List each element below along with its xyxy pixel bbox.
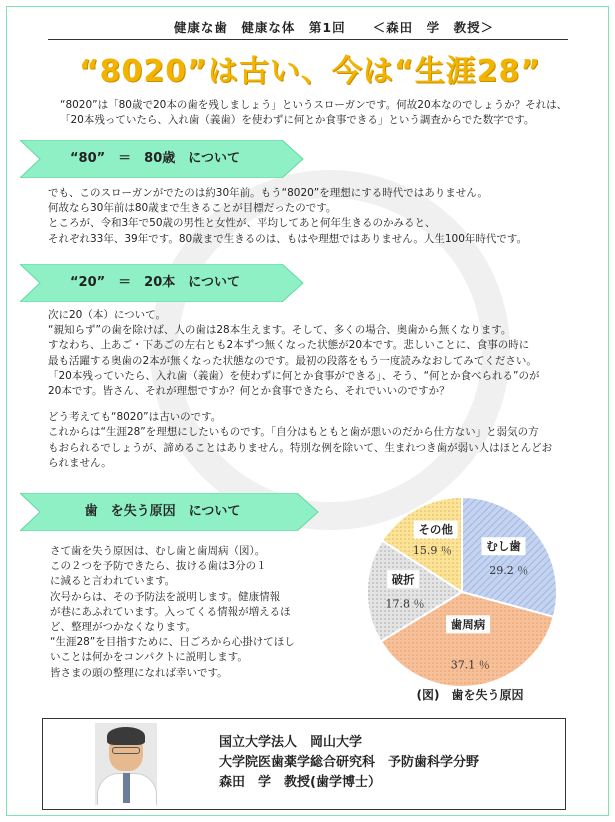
body-line: ど、整理がつかなくなります。 (50, 621, 197, 634)
slice-value-label: 37.1 ％ (450, 658, 490, 672)
body-line: に減ると言われています。 (50, 575, 176, 588)
chart-caption: (図) 歯を失う原因 (416, 688, 524, 702)
photo-hair (107, 727, 145, 745)
body-line: 皆さまの頭の整理になれば幸いです。 (50, 666, 228, 679)
photo-glasses (112, 747, 140, 754)
body-line: が巷にあふれています。入ってくる情報が増えるほ (50, 605, 291, 618)
body-line: られません。 (48, 456, 112, 469)
pie-chart-svg (355, 485, 570, 700)
slice-label: その他 (418, 522, 453, 537)
affiliation-department: 大学院医歯薬学総合研究科 予防歯科学分野 (219, 755, 480, 770)
body-line: すなわち、上あご・下あごの左右とも2本ずつ無くなった状態が20本です。悲しいことに、食事の時に (48, 339, 530, 352)
body-line: 次に20（本）について。 (48, 309, 166, 321)
intro-line: 「20本残っていたら、入れ歯（義歯）を使わずに何とか食事できる」という調査からでた数字です。 (60, 114, 535, 126)
intro-paragraph (60, 98, 580, 128)
body-line: これからは“生涯28”を理想にしたいものです。「自分はもともと歯が悪いのだから仕方ない」と弱気の方 (48, 426, 539, 439)
section-heading: “20” ＝ 20本 について (69, 275, 240, 290)
main-title: “8020”は古い、今は“生涯28” (78, 54, 542, 89)
section-body (48, 308, 593, 471)
body-line: でも、このスローガンがでたのは約30年前。もう“8020”を理想にする時代ではありません。 (48, 187, 488, 199)
slice-value-label: 17.8 ％ (385, 597, 425, 611)
body-line: ところが、令和3年で50歳の男性と女性が、平均してあと何年生きるのかみると、 (48, 217, 436, 230)
slice-value-label: 15.9 ％ (412, 543, 452, 557)
body-line: どう考えても“8020”は古いのです。 (48, 411, 222, 424)
affiliation-university: 国立大学法人 岡山大学 (219, 735, 363, 750)
slice-value-label: 29.2 ％ (489, 564, 529, 578)
body-line: “親知らず”の歯を除けば、人の歯は28本生えます。そして、多くの場合、奥歯から無くなります。 (48, 324, 512, 337)
body-line: 「20本残っていたら、入れ歯（義歯）を使わずに何とか食事ができる」、そう、“何とか食べられる”のが (48, 369, 540, 382)
author-affiliation (219, 733, 479, 793)
section-heading-arrow (20, 493, 320, 531)
slice-label: 破折 (391, 572, 415, 587)
body-line: さて歯を失う原因は、むし歯と歯周病（図）。 (50, 545, 266, 557)
intro-line: “8020”は「80歳で20本の歯を残しましょう」というスローガンです。何故20本なのでしょうか？それは、 (60, 99, 568, 111)
body-line: いことは何かをコンパクトに説明します。 (50, 651, 248, 664)
body-line: それぞれ33年、39年です。80歳まで生きるのは、もはや理想ではありません。人生100年時代です。 (48, 232, 528, 245)
section-heading-arrow (20, 140, 305, 178)
pie-chart (355, 485, 570, 700)
body-line: この２つを予防できたら、抜ける歯は3分の１ (50, 560, 267, 573)
body-line: “生涯28”を目指すために、日ごろから心掛けてほし (50, 636, 295, 649)
body-line: 最も活躍する奥歯の2本が無くなった状態なのです。最初の段落をもう一度読みなおしてみてください。 (48, 354, 537, 367)
author-name: 森田 学 教授(歯学博士） (219, 775, 381, 790)
body-line: もおられるでしょうが、諦めることはありません。特別な例を除いて、生まれつき歯が弱い人はほとんどお (48, 441, 553, 454)
paragraph-gap (48, 399, 593, 410)
section-body (48, 186, 588, 247)
section-body (50, 544, 350, 681)
slice-label: むし歯 (486, 539, 521, 554)
header-divider (48, 39, 568, 40)
body-line: 何故なら30年前は80歳まで生きることが目標だったのです。 (48, 202, 337, 215)
author-box (42, 718, 566, 810)
body-line: 20本です。皆さん、それが理想ですか？何とか食事できたら、それでいいのですか？ (48, 385, 450, 398)
section-heading: 歯 を失う原因 について (84, 504, 241, 519)
section-heading-arrow (20, 264, 305, 302)
photo-tie (123, 773, 130, 803)
section-heading: “80” ＝ 80歳 について (69, 151, 240, 166)
series-header: 健康な歯 健康な体 第1回 ＜森田 学 教授＞ (173, 20, 495, 35)
body-line: 次号からは、その予防法を説明します。健康情報 (50, 590, 281, 603)
slice-label: 歯周病 (450, 617, 486, 632)
portrait-photo (95, 723, 157, 805)
